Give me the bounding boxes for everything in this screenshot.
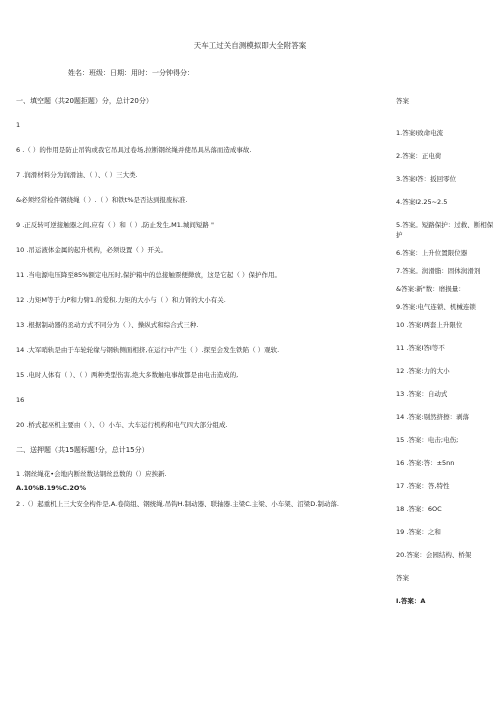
answers-header: 答案	[396, 97, 409, 105]
question-item: 10 .吊运液体金属的起升机构，必须设置（ ）开关。	[16, 246, 167, 254]
answers-footer-header: 答案	[396, 574, 409, 582]
answer-item: 6.答案：上升位置限位器	[396, 249, 468, 257]
answers-column	[396, 96, 494, 619]
question-options: A.10%B.19%C.2O%	[16, 484, 86, 492]
answer-item: 10 .答案I两套上升限位	[396, 321, 463, 329]
answer-item: 18 .答案：6OC	[396, 505, 442, 513]
question-item: 16	[16, 396, 25, 404]
answer-item: 13 .答案：自动式	[396, 390, 448, 398]
answer-item: 16 .答案:答：±5nn	[396, 459, 455, 467]
question-item: 15 .电时人体有（ ）、（ ）两种类型伤害,绝大多数触电事故都是由电击造成的,	[16, 371, 239, 379]
answer-item: 4.答案I2.25~2.5	[396, 198, 448, 206]
answer-item: 17 .答案：答,特性	[396, 482, 450, 490]
answer-item: 5.答案。短路保护：过救、断相保护	[396, 221, 494, 239]
section1-header: 一、填空题（共20题拒题）分，总计20分）	[16, 97, 153, 105]
answer-item: I.答案：A	[396, 597, 426, 605]
question-item: 1 .钢丝绳花•会地内断丝数达钢丝总数的（）应挨新.	[16, 470, 167, 478]
question-item: &必须经常检件钢绕绳（ ）.（ ）和铁t%是否达到报废标准.	[16, 196, 188, 204]
answer-item: &答案:新"数：磨损量：	[396, 285, 465, 293]
question-item: 13 .根据制动器的丞动方式不同分为（ ）、操纵式和综合式三种.	[16, 321, 199, 329]
section2-header: 二、送押题（共15题标题!分，总计15分）	[16, 446, 149, 454]
question-item: 14 .大军哨轨是由于车轮轮缘与钢轨侧面相挤,在运行中产生（ ）.探至会发生铁陷（ ）观软.	[16, 346, 280, 354]
answer-item: 20.答案：会园结构、桥架	[396, 551, 472, 559]
answer-item: 9.答案:电气连锁、机械连锁	[396, 303, 476, 311]
question-item: 1	[16, 121, 21, 129]
answer-item: 3.答案I答：扳回零位	[396, 175, 457, 183]
answer-item: 14 .答案:剔然挤擦：剥落	[396, 413, 470, 421]
question-item: 7 .润滑材料分为润滑油、（ ）、（ ）三大类.	[16, 171, 138, 179]
question-item: 2 .（）起重机上三大安全构件是,A.卷筒组、钢统绳.吊钩H.制动器、联轴器.主梁C.主梁、小车架、沼梁D.制动落.	[16, 500, 339, 508]
answer-item: 7.答案。润滑脂：固体润滑剂	[396, 267, 481, 275]
document-title: 天车工过关自测模拟即大全附答案	[193, 41, 307, 50]
answer-item: 12 .答案:力的大小	[396, 367, 450, 375]
answer-item: 15 .答案：电击;电伤;	[396, 436, 459, 444]
question-item: 12 .力矩M等于力P和力臂1.的爱积.力矩的大小与（ ）和力肾的大小有关.	[16, 296, 226, 304]
answer-item: 19 .答案：之和	[396, 528, 441, 536]
questions-column	[16, 96, 388, 524]
answer-item: 2.答案：正电荷	[396, 152, 442, 160]
student-info-line: 姓名：班级：日期：用时：一分钟得分：	[68, 69, 194, 77]
question-item: 9 .正反转可逆接触器之间,应有（ ）和（ ）,防止发生,M1.城间短路 "	[16, 221, 214, 229]
question-item: 20 .桥式起巫机主要由（ ）、（）小车、大车运行机构和电气四大部分组成.	[16, 421, 228, 429]
question-item: 11 .当电源电压降至85%额定电压时,保护箱中的总接触票便撵放，这是它起（ ）保护作用。	[16, 271, 281, 279]
question-item: 6 .（ ）的作用是防止吊钩或我它吊具过卷场,拉断钢丝绳并使吊具丛落而造成事故.	[16, 146, 252, 154]
answer-item: 11 .答案I答I等不	[396, 344, 445, 352]
answer-item: 1.答案I致命电流	[396, 129, 444, 137]
